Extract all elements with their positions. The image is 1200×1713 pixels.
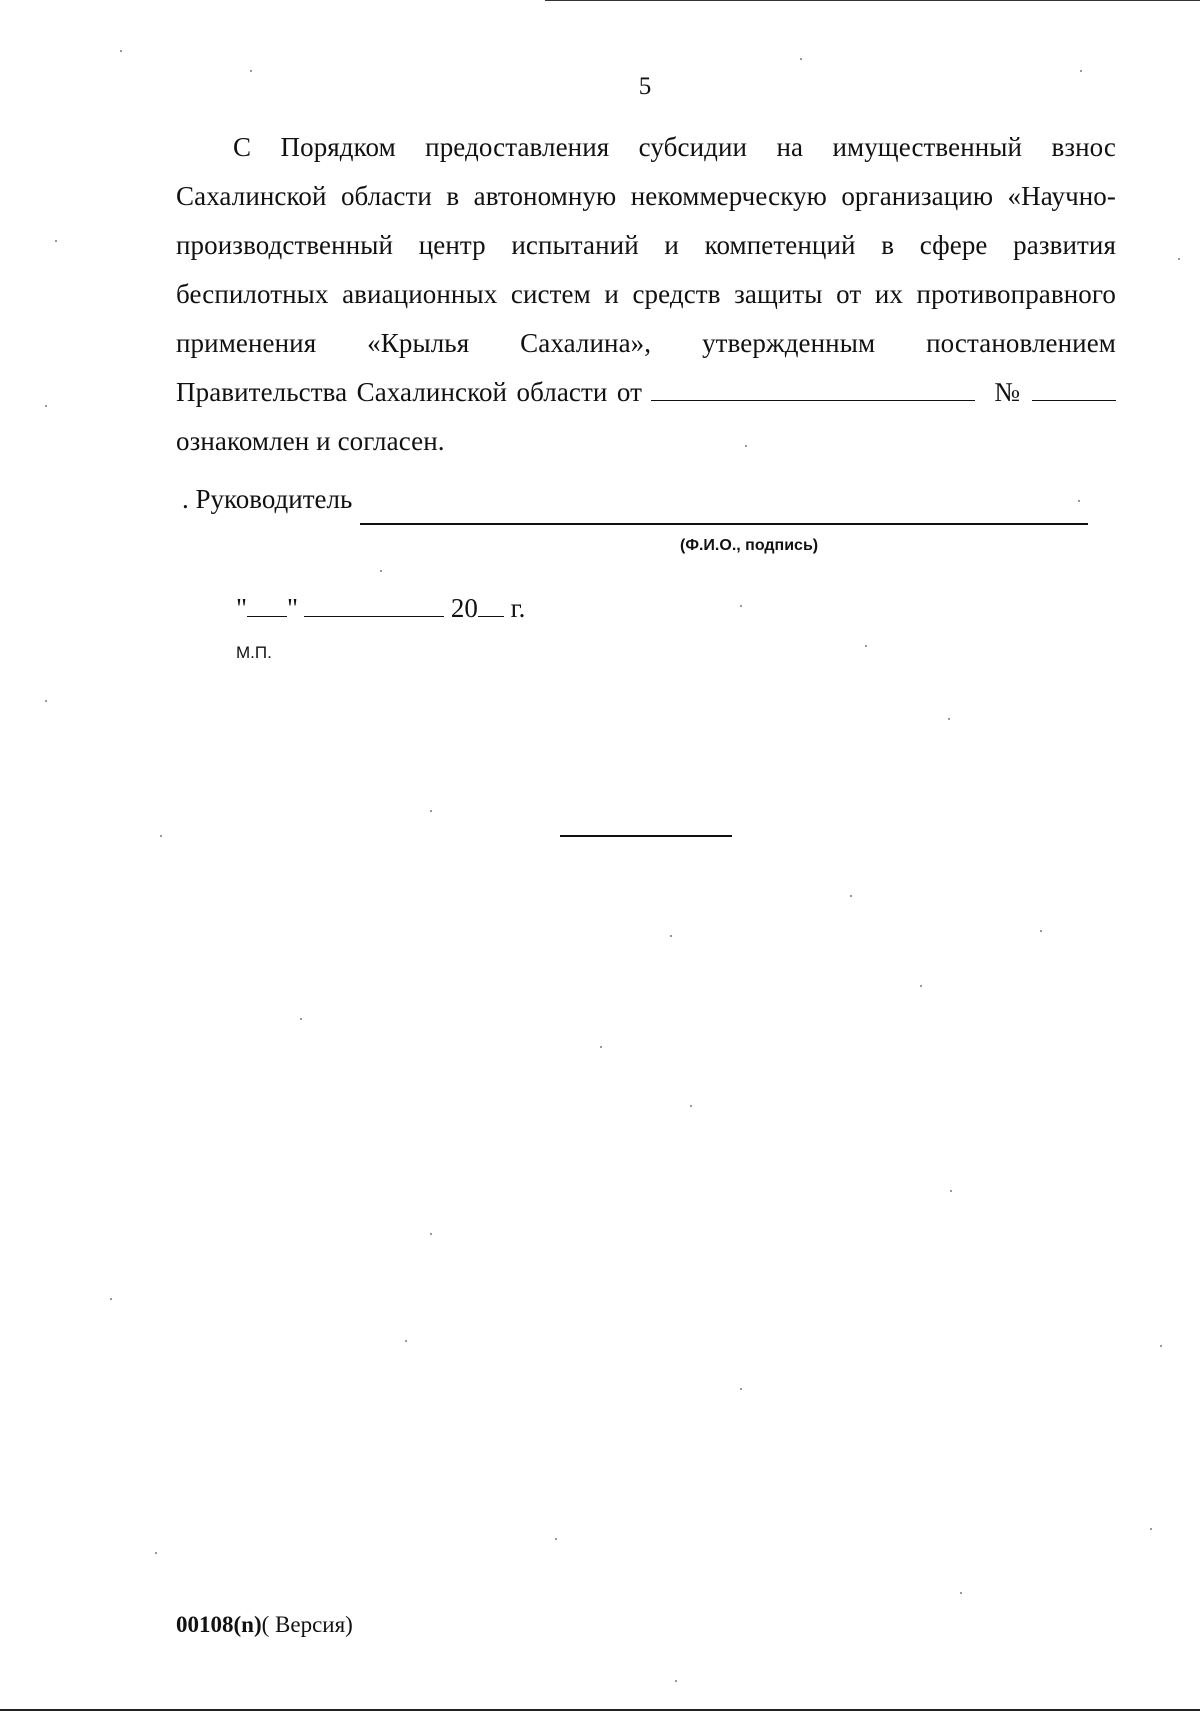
year-blank bbox=[478, 594, 504, 617]
scan-speck bbox=[850, 895, 852, 897]
scan-speck bbox=[1150, 1528, 1152, 1530]
scan-speck bbox=[865, 645, 867, 647]
scan-speck bbox=[600, 1046, 602, 1048]
top-edge-rule bbox=[545, 0, 1200, 1]
scan-speck bbox=[430, 1233, 432, 1235]
year-prefix: 20 bbox=[450, 593, 478, 623]
day-blank bbox=[247, 594, 287, 617]
signature-line bbox=[360, 523, 1088, 525]
date-line bbox=[236, 592, 525, 624]
scan-speck bbox=[800, 58, 802, 60]
end-of-document-rule bbox=[560, 835, 732, 837]
consent-paragraph bbox=[176, 123, 1116, 466]
number-sign: № bbox=[994, 377, 1023, 407]
bottom-edge-rule bbox=[0, 1709, 1200, 1711]
scan-speck bbox=[1078, 500, 1080, 502]
consent-closing: ознакомлен и согласен. bbox=[176, 426, 445, 456]
date-open-quote: " bbox=[236, 593, 248, 623]
scan-speck bbox=[155, 1552, 157, 1554]
scan-speck bbox=[740, 605, 742, 607]
scan-speck bbox=[1080, 70, 1082, 72]
scan-speck bbox=[948, 718, 950, 720]
scan-speck bbox=[1040, 930, 1042, 932]
scan-speck bbox=[950, 1190, 952, 1192]
scan-speck bbox=[670, 935, 672, 937]
scan-speck bbox=[675, 1680, 677, 1682]
scan-speck bbox=[960, 1592, 962, 1594]
scan-speck bbox=[920, 985, 922, 987]
consent-text: С Порядком предоставления субсидии на имущественный взнос Сахалинской области в автономную некоммерческую организацию «Научно-производственный центр испытаний и компетенций в сфере развития беспилотных авиационных систем и средств защиты от их противоправного применения «Крылья Сахалина», утвержденным постановлением Правительства Сахалинской области от bbox=[176, 132, 1116, 407]
scan-speck bbox=[740, 1388, 742, 1390]
scan-speck bbox=[745, 445, 747, 447]
date-close-quote: " bbox=[287, 593, 299, 623]
signer-label: . Руководитель bbox=[182, 484, 353, 514]
scan-speck bbox=[690, 1105, 692, 1107]
year-suffix: г. bbox=[510, 593, 526, 623]
decree-number-blank bbox=[1032, 378, 1116, 401]
scan-speck bbox=[45, 700, 47, 702]
month-blank bbox=[304, 594, 444, 617]
decree-date-blank bbox=[651, 378, 975, 401]
scan-speck bbox=[430, 810, 432, 812]
scan-speck bbox=[405, 1340, 407, 1342]
document-code: 00108(n) bbox=[176, 1612, 262, 1637]
scan-speck bbox=[1160, 1345, 1162, 1347]
scan-speck bbox=[55, 240, 57, 242]
scan-speck bbox=[555, 1538, 557, 1540]
scan-speck bbox=[1178, 258, 1180, 260]
scan-speck bbox=[250, 70, 252, 72]
scan-speck bbox=[300, 1018, 302, 1020]
scan-speck bbox=[120, 50, 122, 52]
document-footer bbox=[176, 1611, 353, 1639]
page-number: 5 bbox=[638, 73, 652, 100]
scan-speck bbox=[160, 835, 162, 837]
scan-speck bbox=[380, 570, 382, 572]
signature-caption: (Ф.И.О., подпись) bbox=[680, 537, 819, 554]
document-version: ( Версия) bbox=[261, 1612, 353, 1637]
scan-speck bbox=[45, 405, 47, 407]
scan-speck bbox=[110, 1298, 112, 1300]
stamp-label: М.П. bbox=[236, 643, 272, 662]
